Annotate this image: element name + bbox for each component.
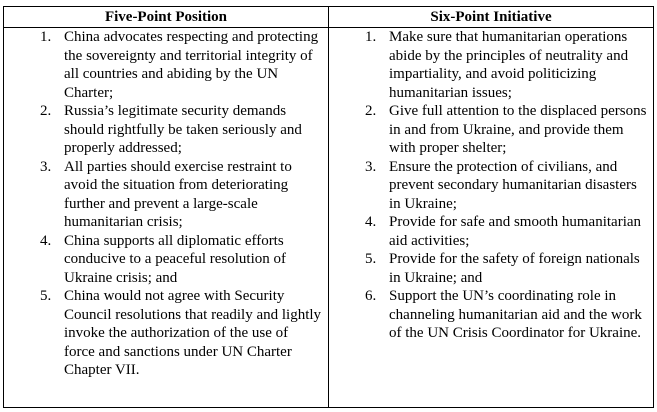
six-point-cell <box>329 28 654 408</box>
list-item <box>4 158 328 232</box>
item-number: 1. <box>365 29 377 45</box>
list-item <box>4 102 328 158</box>
item-text: Give full attention to the displaced persons in and from Ukraine, and provide them with proper shelter; <box>389 103 647 156</box>
item-text: Provide for the safety of foreign nationals in Ukraine; and <box>389 251 640 286</box>
list-item <box>4 28 328 102</box>
column-header-six-point: Six-Point Initiative <box>329 7 654 28</box>
item-number: 5. <box>40 288 52 304</box>
item-text: China would not agree with Security Council resolutions that readily and lightly invoke the authorization of the use of force and sanctions under UN Charter Chapter VII. <box>64 288 322 378</box>
header-row <box>4 7 654 28</box>
item-number: 4. <box>40 232 52 249</box>
item-text: Support the UN’s coordinating role in channeling humanitarian aid and the work of the UN Crisis Coordinator for Ukraine. <box>389 288 642 341</box>
item-number: 3. <box>40 158 52 175</box>
item-text: Russia’s legitimate security demands should rightfully be taken seriously and properly addressed; <box>64 103 302 156</box>
comparison-table <box>3 6 654 408</box>
item-number: 1. <box>40 29 52 45</box>
column-header-five-point: Five-Point Position <box>4 7 329 28</box>
list-item <box>329 158 653 214</box>
item-number: 3. <box>365 158 377 175</box>
item-text: Ensure the protection of civilians, and prevent secondary humanitarian disasters in Ukraine; <box>389 158 637 212</box>
item-text: Make sure that humanitarian operations abide by the principles of neutrality and impartiality, and avoid politicizing humanitarian issues; <box>389 29 629 101</box>
list-item <box>329 213 653 250</box>
item-text: China advocates respecting and protecting the sovereignty and territorial integrity of all countries and abiding by the UN Charter; <box>64 29 319 101</box>
item-number: 2. <box>40 103 52 119</box>
list-item <box>329 250 653 287</box>
item-text: Provide for safe and smooth humanitarian aid activities; <box>389 214 642 249</box>
item-text: All parties should exercise restraint to avoid the situation from deteriorating further and prevent a large-scale humanitarian crisis; <box>64 158 292 230</box>
item-text: China supports all diplomatic efforts conducive to a peaceful resolution of Ukraine crisis; and <box>64 232 286 286</box>
five-point-list <box>4 28 328 380</box>
list-item <box>329 102 653 158</box>
content-row <box>4 28 654 408</box>
six-point-list <box>329 28 653 343</box>
list-item <box>329 287 653 343</box>
item-number: 4. <box>365 214 377 230</box>
list-item <box>4 232 328 288</box>
five-point-cell <box>4 28 329 408</box>
item-number: 2. <box>365 103 377 119</box>
list-item <box>329 28 653 102</box>
list-item <box>4 287 328 380</box>
item-number: 5. <box>365 251 377 267</box>
item-number: 6. <box>365 288 377 304</box>
